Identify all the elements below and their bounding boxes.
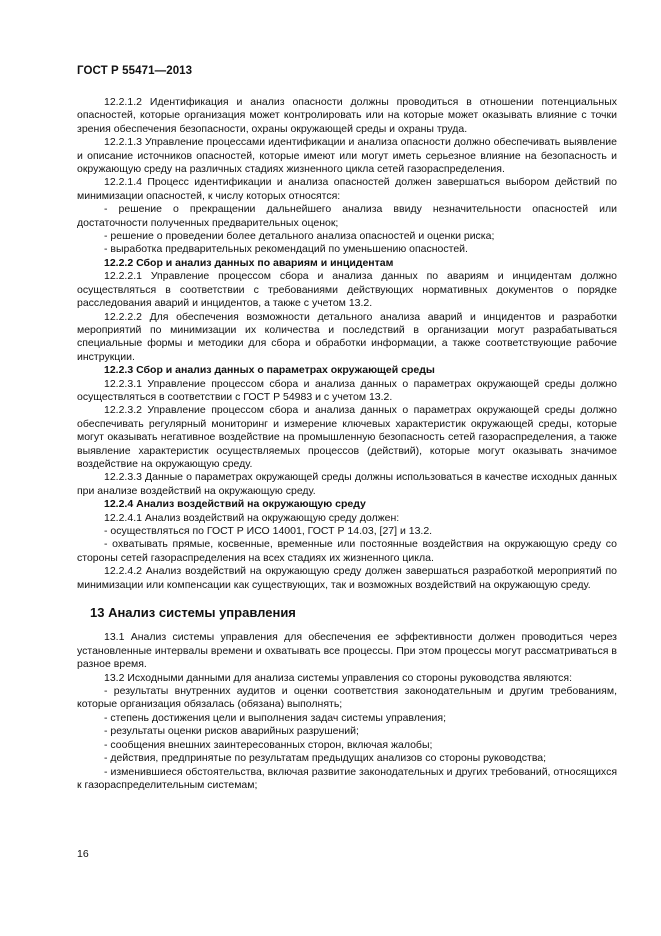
list-item: - степень достижения цели и выполнения задач системы управления; <box>104 711 446 724</box>
paragraph: 12.2.1.4 Процесс идентификации и анализа опасностей должен завершаться выбором действий по минимизации опасностей, к числу которых относятся: <box>77 176 617 202</box>
document-body <box>77 96 617 792</box>
list-item: - изменившиеся обстоятельства, включая развитие законодательных и других требований, относящихся к газораспределительным системам; <box>77 765 617 791</box>
paragraph: 13.2 Исходными данными для анализа системы управления со стороны руководства являются: <box>104 671 573 684</box>
list-item: - решение о прекращении дальнейшего анализа ввиду незначительности опасностей или достаточности полученных предварительных оценок; <box>77 203 617 229</box>
document-header: ГОСТ Р 55471—2013 <box>77 65 193 77</box>
paragraph: 12.2.1.2 Идентификация и анализ опасности должны проводиться в отношении потенциальных опасностей, которые организация может контролировать или на которые может оказывать влияние с точки зрения обеспечения безопасности, охраны окружающей среды и охраны труда. <box>77 96 617 135</box>
paragraph: 12.2.4.2 Анализ воздействий на окружающую среду должен завершаться разработкой мероприятий по минимизации или компенсации как существующих, так и возможных воздействий на окружающую среду. <box>77 565 617 591</box>
list-item: - охватывать прямые, косвенные, временные или постоянные воздействия на окружающую среду со стороны сетей газораспределения на всех стадиях их жизненного цикла. <box>77 538 617 564</box>
paragraph: 12.2.4.1 Анализ воздействий на окружающую среду должен: <box>104 511 400 524</box>
list-item: - осуществляться по ГОСТ Р ИСО 14001, ГОСТ Р 14.03, [27] и 13.2. <box>104 525 433 537</box>
paragraph: 12.2.3.2 Управление процессом сбора и анализа данных о параметрах окружающей среды должно обеспечивать регулярный мониторинг и измерение ключевых характеристик окружающей среды, которые могут оказывать негативное воздействие на промышленную безопасность сетей газораспределения, а также выявление характеристик осуществляемых процессов (действий), которые могут оказывать значимое воздействие на окружающую среду. <box>77 404 617 470</box>
page-number: 16 <box>77 848 89 860</box>
paragraph: 12.2.1.3 Управление процессами идентификации и анализа опасности должно обеспечивать выявление и описание источников опасностей, которые имеют или могут иметь серьезное влияние на безопасность и окружающую среду на различных стадиях жизненного цикла сетей газораспределения. <box>77 136 617 176</box>
paragraph: 12.2.2.1 Управление процессом сбора и анализа данных по авариям и инцидентам должно осуществляться в соответствии с требованиями действующих нормативных документов о порядке расследования аварий и инцидентов, а также с учетом 13.2. <box>77 270 617 310</box>
list-item: - выработка предварительных рекомендаций по уменьшению опасностей. <box>104 243 468 256</box>
subsection-heading: 12.2.3 Сбор и анализ данных о параметрах окружающей среды <box>104 364 435 377</box>
subsection-heading: 12.2.4 Анализ воздействий на окружающую среду <box>104 498 366 511</box>
paragraph: 12.2.2.2 Для обеспечения возможности детального анализа аварий и инцидентов и разработки мероприятий по минимизации их количества и последствий в организации могут разрабатываться специальные формы и методики для сбора и обработки информации, а также соответствующие рабочие инструкции. <box>77 310 617 363</box>
list-item: - сообщения внешних заинтересованных сторон, включая жалобы; <box>104 738 433 751</box>
list-item: - результаты внутренних аудитов и оценки соответствия законодательным и другим требованиям, которые организация обязалась (обязана) выполнять; <box>77 685 617 711</box>
list-item: - результаты оценки рисков аварийных разрушений; <box>104 725 359 738</box>
list-item: - решение о проведении более детального анализа опасностей и оценки риска; <box>104 230 495 243</box>
paragraph: 12.2.3.1 Управление процессом сбора и анализа данных о параметрах окружающей среды должно осуществляться в соответствии с ГОСТ Р 54983 и с учетом 13.2. <box>77 377 617 403</box>
paragraph: 12.2.3.3 Данные о параметрах окружающей среды должны использоваться в качестве исходных данных при анализе воздействий на окружающую среду. <box>77 471 617 497</box>
list-item: - действия, предпринятые по результатам предыдущих анализов со стороны руководства; <box>104 752 547 765</box>
section-heading: 13 Анализ системы управления <box>90 605 296 621</box>
paragraph: 13.1 Анализ системы управления для обеспечения ее эффективности должен проводиться через установленные интервалы времени и охватывать все процессы. При этом процессы могут рассматриваться в разное время. <box>77 631 617 671</box>
subsection-heading: 12.2.2 Сбор и анализ данных по авариям и инцидентам <box>104 256 394 269</box>
